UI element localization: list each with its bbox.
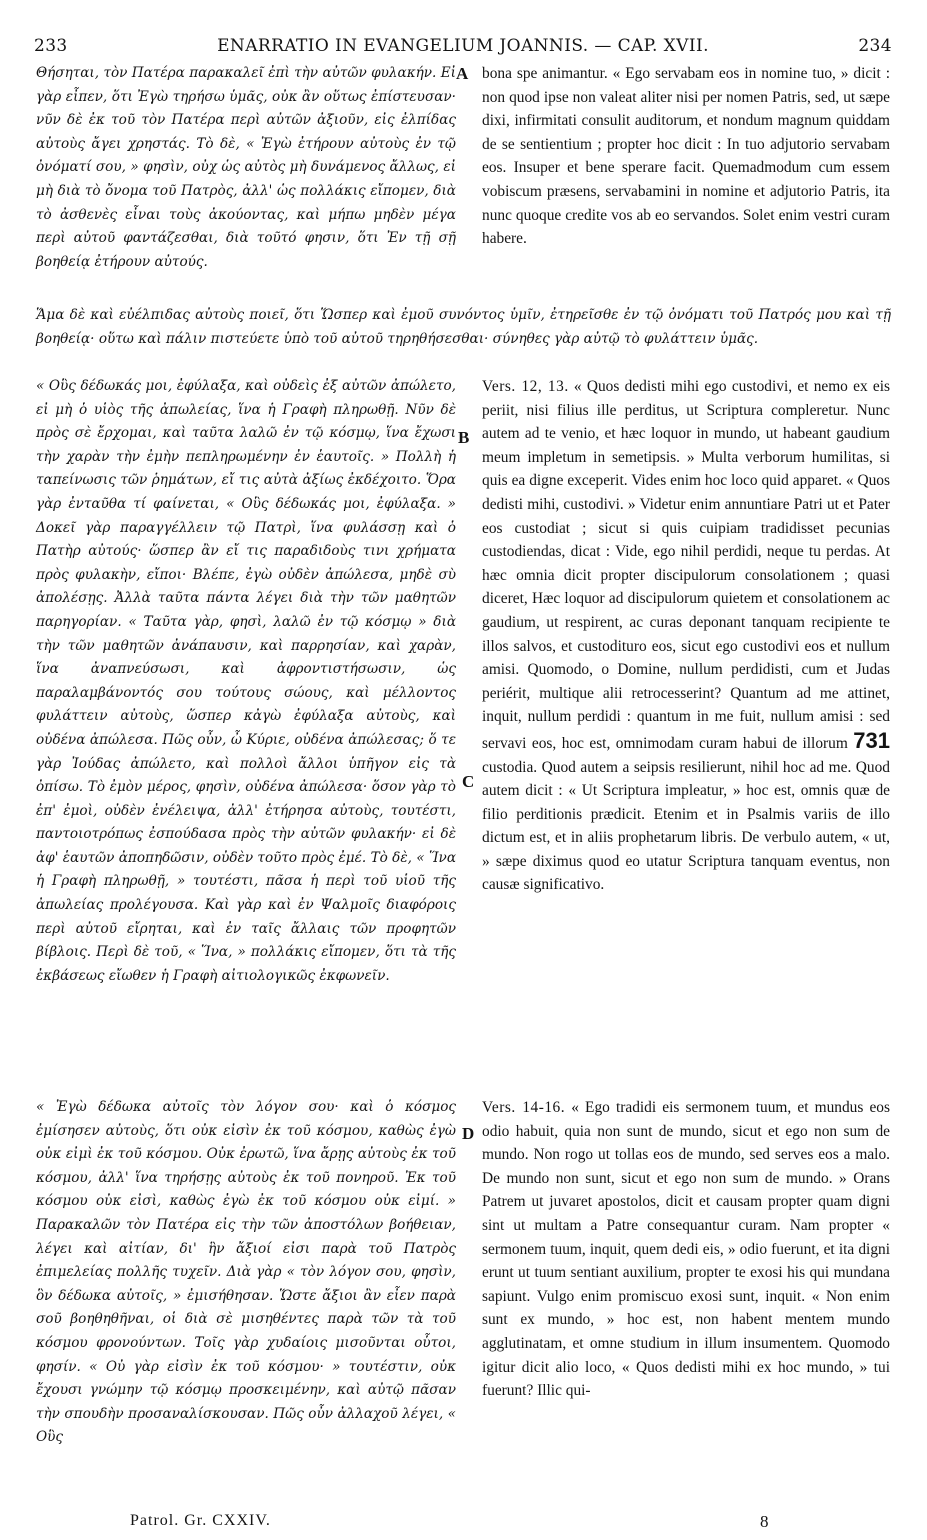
margin-marker-c: C	[462, 772, 475, 791]
latin-paragraph-2	[482, 375, 890, 897]
greek-paragraph-3: « Ἐγὼ δέδωκα αὐτοῖς τὸν λόγον σου· καὶ ὁ κόσμος ἐμίσησεν αὐτοὺς, ὅτι οὐκ εἰσὶν ἐκ τοῦ κόσμου, καθὼς ἐγὼ οὐκ εἰμὶ ἐκ τοῦ κόσμου. Οὐκ ἐρωτῶ, ἵνα ἄρῃς αὐτοὺς ἐκ τοῦ κόσμου, ἀλλ' ἵνα τηρήσῃς αὐτοὺς ἐκ τοῦ πονηροῦ. Ἐκ τοῦ κόσμου οὐκ εἰσὶ, καθὼς ἐγὼ ἐκ τοῦ κόσμου οὐκ εἰμί. » Παρακαλῶν τὸν Πατέρα εἰς τὴν τῶν ἀποστόλων βοήθειαν, λέγει καὶ αἰτίαν, δι' ἣν ἄξιοί εἰσι παρὰ τοῦ Πατρὸς ἐπιμελείας πολλῆς τυχεῖν. Διὰ γὰρ « τὸν λόγον σου, φησὶν, ὃν δέδωκα αὐτοῖς, » ἐμισήθησαν. Ὥστε ἄξιοι ἂν εἶεν παρὰ σοῦ βοηθηθῆναι, οἱ διὰ σὲ μισηθέντες παρὰ τῶν τὰ τοῦ κόσμου φρονούντων. Τοῖς γὰρ χυδαίοις μισοῦνται οὗτοι, φησίν. « Οὐ γὰρ εἰσὶν ἐκ τοῦ κόσμου· » τουτέστιν, οὐκ ἔχουσι γνώμην τῷ κόσμῳ προσκειμένην, καὶ αὐτῷ πᾶσαν τὴν σπουδὴν προσαναλίσκουσαν. Πῶς οὖν ἀλλαχοῦ λέγει, « Οὓς	[36, 1099, 456, 1446]
latin-paragraph-3	[482, 1096, 890, 1403]
greek-paragraph-2: « Οὓς δέδωκάς μοι, ἐφύλαξα, καὶ οὐδεὶς ἐξ αὐτῶν ἀπώλετο, εἰ μὴ ὁ υἱὸς τῆς ἀπωλείας, ἵνα ἡ Γραφὴ πληρωθῇ. Νῦν δὲ πρὸς σὲ ἔρχομαι, καὶ ταῦτα λαλῶ ἐν τῷ κόσμῳ, ἵνα ἔχωσι τὴν χαρὰν τὴν ἐμὴν πεπληρωμένην ἐν ἑαυτοῖς. » Πολλὴ ἡ ταπείνωσις τῶν ῥημάτων, εἴ τις αὐτὰ ἀξίως ἐκδέχοιτο. Ὅρα γὰρ ἐνταῦθα τί φαίνεται, « Οὓς δέδωκάς μοι, ἐφύλαξα. » Δοκεῖ γὰρ παραγγέλλειν τῷ Πατρὶ, ἵνα φυλάσσῃ καὶ ὁ Πατὴρ αὐτούς· ὥσπερ ἂν εἴ τις παραδιδοὺς τινι χρήματα πρὸς φυλακὴν, εἴποι· Βλέπε, ἐγὼ οὐδὲν ἀπώλεσα, μηδὲ σὺ ἀπολέσῃς. Ἀλλὰ ταῦτα πάντα λέγει διὰ τὴν τῶν μαθητῶν παρηγορίαν. « Ταῦτα γὰρ, φησὶ, λαλῶ ἐν τῷ κόσμῳ » διὰ τὴν τῶν μαθητῶν ἀνάπαυσιν, καὶ παρρησίαν, καὶ χαρὰν, ἵνα ἀναπνεύσωσι, καὶ ἀφροντιστήσωσιν, ὡς παραλαμβάνοντός σου τούτους σώους, καὶ μέλλοντος φυλάττειν αὐτοὺς, ὥσπερ κἀγὼ ἐφύλαξα αὐτοὺς, καὶ οὐδένα ἀπώλεσα. Πῶς οὖν, ὦ Κύριε, οὐδένα ἀπώλεσας; ὅ τε γὰρ Ἰούδας ἀπώλετο, καὶ πολλοὶ ἄλλοι ὑπῆγον εἰς τὰ ὀπίσω. Τὸ ἐμὸν μέρος, φησὶν, οὐδένα ἀπώλεσα· ὅσον γὰρ τὸ ἐπ' ἐμοὶ, οὐδὲν ἐνέλειψα, ἀλλ' ἐτήρησα αὐτοὺς, τουτέστι, παντοιοτρόπως ἐσπούδασα πρὸς τὴν αὐτῶν φυλακήν· εἰ δὲ ἀφ' ἑαυτῶν ἀποπηδῶσιν, οὐδὲν τοῦτο πρὸς ἐμέ. Τὸ δὲ, « Ἵνα ἡ Γραφὴ πληρωθῇ, » τουτέστι, πᾶσα ἡ περὶ τοῦ υἱοῦ τῆς ἀπωλείας προλέγουσα. Καὶ γὰρ καὶ ἐν Ψαλμοῖς διαφόροις περὶ αὐτοῦ εἴρηται, καὶ ἐν ταῖς ἄλλαις τῶν προφητῶν βίβλοις. Περὶ δὲ τοῦ, « Ἵνα, » πολλάκις εἴπομεν, ὅτι τὰ τῆς ἐκβάσεως εἴωθεν ἡ Γραφὴ αἰτιολογικῶς ἐκφωνεῖν.	[36, 378, 456, 984]
latin-text-3: « Ego tradidi eis sermonem tuum, et mundus eos odio habuit, quia non sunt de mundo, sicut et ego non sum de mundo. Non rogo ut tollas eos de mundo, sed serves eos a malo. De mundo non sunt, sicut et ego non sum de mundo. » Orans Patrem ut juvaret apostolos, dicit et causam propter quam digni sint ut multam a Patre consequantur curam. Nam propter « sermonem tuum, inquit, quem dedi eis, » odio fuerunt, et ita digni erunt ut tuum sentiant auxilium, propter te exosi his qui mundana sapiunt. Vulgo enim promiscuo exosi sunt, inquit. « Non enim sunt ex mundo, » hoc est, non habent mentem mundo agglutinatam, et omne studium in illum insumentem. Quomodo igitur dicit alio loco, « Quos dedisti mihi ex hoc mundo, » tui fuerunt? Illic qui-	[482, 1099, 890, 1400]
footer-series: Patrol. Gr. CXXIV.	[130, 1512, 271, 1529]
running-header	[34, 36, 892, 60]
column-number: 731	[853, 727, 890, 753]
verse-reference: Vers. 12, 13.	[482, 378, 569, 395]
page-number-right: 234	[858, 36, 892, 56]
latin-paragraph-1: bona spe animantur. « Ego servabam eos in nomine tuo, » dicit : non quod ipse non valeat aliter nisi per nomen Patris, sed, ut sæpe dixi, infirmitati consulit auditorum, et nondum magnum quiddam de se sentientium ; propter hoc dicit : In tuo adjutorio servabam eos. Insuper et bene sperare facit. Quemadmodum cum essem vobiscum præsens, servabamini in nomine et adjutorio Patris, ita nunc quoque credite vos ab eo servandos. Solet enim vestri curam habere.	[482, 65, 890, 248]
margin-marker-a: A	[456, 64, 469, 83]
margin-marker-d: D	[462, 1124, 475, 1143]
verse-reference: Vers. 14-16.	[482, 1099, 566, 1116]
latin-text-2b: custodia. Quod autem a seipsis resilierunt, nihil hoc ad me. Quod autem dicit : « Ut Scriptura impleatur, » hoc est, omnis quæ de filio perditionis prædicit. Etenim et in Psalmis variis de illo dictum est, et in aliis prophetarum libris. De verbulo autem, « ut, » sæpe diximus quod eo utatur Scriptura tanquam eventus, non causæ significativo.	[482, 758, 890, 894]
latin-text-2a: « Quos dedisti mihi ego custodivi, et nemo ex eis periit, nisi filius ille perditus, ut Scriptura compleretur. Nunc autem ad te venio, et hæc loquor in mundo, ut habeant gaudium meum impletum in semetipsis. » Multa verborum humilitas, si quis ea digne exceperit. Vides enim hoc loco quid apparet. « Quos dedisti mihi, custodivi. » Videtur enim annuntiare Patri ut et Pater eos custodiat ; sicut si quis cuipiam tradidisset pecunias custodiendas, dicat : Vide, ego nihil perdidi, neque tu perdas. At hæc omnia dicit propter discipulorum consolationem ; quasi diceret, Hæc loquor ad discipulorum quietem et consolationem ac gaudium, ut respirent, ac curas deponant tanquam recipiente te illos salvos, et custodituro eos, sicut ego custodivi eos et nullum amisi. Quomodo, o Domine, nullum perdidisti, cum et Judas periérit, multique alii retrocesserint? Quantum ad me attinet, inquit, nullum perdidi : quantum in me fuit, nullum amisi : sed servavi eos, hoc est, omnimodam curam habui de illorum	[482, 378, 890, 752]
margin-marker-b: B	[458, 428, 470, 447]
page-number-left: 233	[34, 36, 68, 56]
running-title: ENARRATIO IN EVANGELIUM JOANNIS. — CAP. XVII.	[217, 36, 709, 56]
greek-paragraph-1: Θήσηται, τὸν Πατέρα παρακαλεῖ ἐπὶ τὴν αὐτῶν φυλακήν. Εἰ γὰρ εἶπεν, ὅτι Ἐγὼ τηρήσω ὑμᾶς, οὐκ ἂν οὕτως ἐπίστευσαν· νῦν δὲ ἐκ τοῦ τὸν Πατέρα περὶ αὐτῶν ἀξιοῦν, εἰς ἐλπίδας αὐτοὺς ἄγει χρηστάς. Τὸ δὲ, « Ἐγὼ ἐτήρουν αὐτοὺς ἐν τῷ ὀνόματί σου, » φησὶν, οὐχ ὡς αὐτὸς μὴ δυνάμενος ἄλλως, εἰ μὴ διὰ τὸ ὄνομα τοῦ Πατρὸς, ἀλλ' ὡς πολλάκις εἴπομεν, διὰ τὸ ἀσθενὲς εἶναι τοὺς ἀκούοντας, καὶ μήπω μηδὲν μέγα περὶ αὐτοῦ φαντάζεσθαι, διὰ τοῦτό φησιν, ὅτι Ἐν τῇ σῇ βοηθείᾳ ἐτήρουν αὐτούς.	[36, 65, 456, 270]
footer-signature: 8	[760, 1512, 769, 1531]
greek-full-width-paragraph: Ἅμα δὲ καὶ εὐέλπιδας αὐτοὺς ποιεῖ, ὅτι Ὥσπερ καὶ ἐμοῦ συνόντος ὑμῖν, ἐτηρεῖσθε ἐν τῷ ὀνόματι τοῦ Πατρός μου καὶ τῇ βοηθείᾳ· οὕτω καὶ πάλιν πιστεύετε ὑπὸ τοῦ αὐτοῦ τηρηθήσεσθαι· σύνηθες γὰρ αὐτῷ τὸ φυλάττειν ὑμᾶς.	[36, 307, 891, 347]
